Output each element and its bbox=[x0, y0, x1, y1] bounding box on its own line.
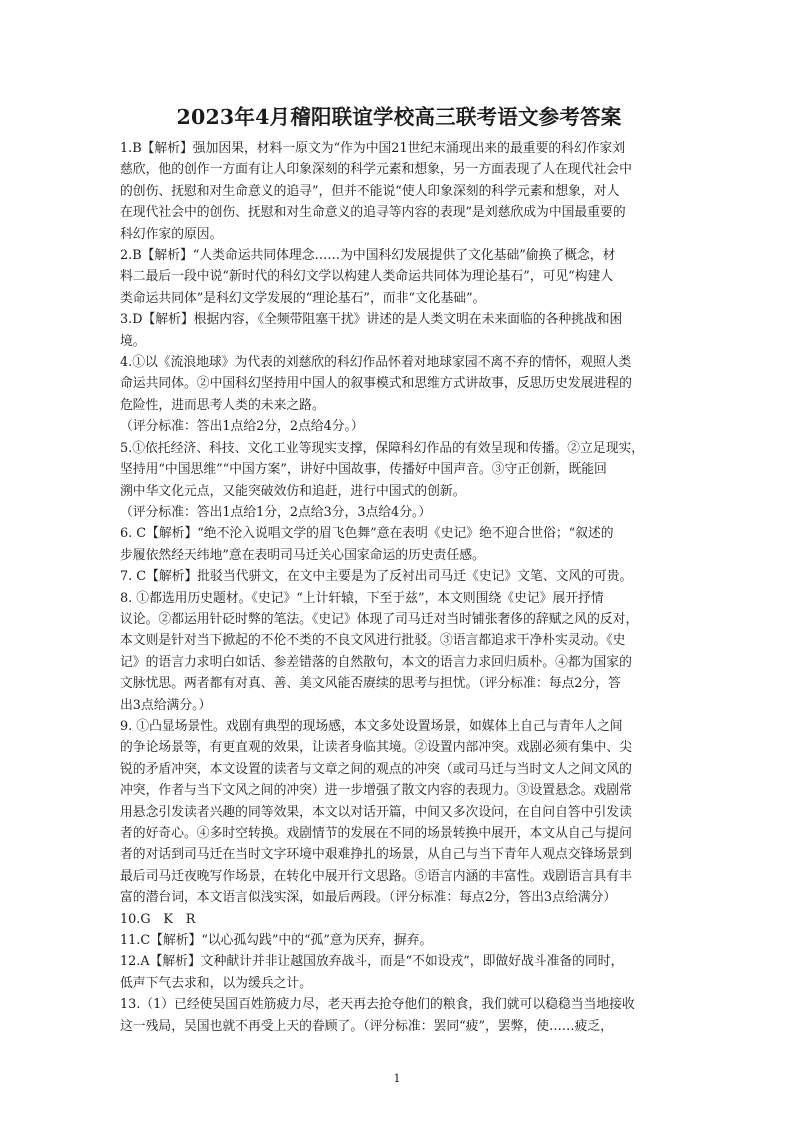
answer-line: 溯中华文化元点，又能突破效仿和追赶，进行中国式的创新。 bbox=[120, 483, 466, 499]
answer-line: 坚持用“中国思维”“中国方案”，讲好中国故事，传播好中国声音。③守正创新，既能回 bbox=[120, 462, 607, 478]
answer-line: 冲突，作者与当下文风之间的冲突）进一步增强了散文内容的表现力。③设置悬念。戏剧常 bbox=[120, 783, 632, 799]
answer-paragraph bbox=[120, 951, 714, 994]
answer-paragraph bbox=[120, 245, 714, 309]
answer-line: 3.D【解析】根据内容，《全频带阻塞干扰》讲述的是人类文明在未来面临的各种挑战和困 bbox=[120, 312, 623, 328]
answer-line: 13.（1）已经使吴国百姓筋疲力尽，老天再去抢夺他们的粮食，我们就可以稳稳当当地接收 bbox=[120, 997, 635, 1013]
answer-line: 11.C【解析】“以心孤勾践”中的“孤”意为厌弃，摒弃。 bbox=[120, 933, 433, 949]
answer-line: 慈欣，他的创作一方面有让人印象深刻的科学元素和想象，另一方面表现了人在现代社会中 bbox=[120, 162, 632, 178]
answer-line: 本文则是针对当下掀起的不伦不类的不良文风进行批驳。③语言都追求干净朴实灵动。《史 bbox=[120, 633, 626, 649]
answer-line: 富的潜台词，本文语言似浅实深，如最后两段。（评分标准：每点2分，答出3点给满分） bbox=[120, 890, 617, 906]
answer-line: 低声下气去求和，以为缓兵之计。 bbox=[120, 975, 312, 991]
answer-paragraph bbox=[120, 930, 714, 951]
page-number: 1 bbox=[393, 1072, 401, 1085]
answer-paragraph bbox=[120, 309, 714, 352]
answer-paragraph bbox=[120, 588, 714, 716]
answer-line: 者的对话到司马迁在当时文字环境中艰难挣扎的场景，从自己与当下青年人观点交锋场景到 bbox=[120, 847, 632, 863]
answer-line: 步履依然经天纬地”意在表明司马迁关心国家命运的历史责任感。 bbox=[120, 547, 485, 563]
answer-paragraph bbox=[120, 994, 714, 1037]
answer-paragraph bbox=[120, 352, 714, 438]
answer-line: 料二最后一段中说“新时代的科幻文学以构建人类命运共同体为理论基石”，可见“构建人 bbox=[120, 269, 614, 285]
answer-line: 命运共同体。②中国科幻坚持用中国人的叙事模式和思维方式讲故事，反思历史发展进程的 bbox=[120, 376, 632, 392]
answer-line: 议论。②都运用针砭时弊的笔法。《史记》体现了司马迁对当时铺张奢侈的辞赋之风的反对， bbox=[120, 611, 639, 627]
answer-line: 6. C【解析】“绝不沦入说唱文学的眉飞色舞”意在表明《史记》绝不迎合世俗；“叙述的 bbox=[120, 526, 614, 542]
answer-paragraph bbox=[120, 138, 714, 245]
answer-line: （评分标准：答出1点给2分，2点给4分。） bbox=[120, 419, 364, 435]
answer-line: 文脉忧思。两者都有对真、善、美文风能否赓续的思考与担忧。（评分标准：每点2分，答 bbox=[120, 676, 621, 692]
answer-line: 用悬念引发读者兴趣的同等效果，本文以对话开篇，中间又多次设问，在自问自答中引发读 bbox=[120, 804, 632, 820]
document-title: 2023年4月稽阳联谊学校高三联考语文参考答案 bbox=[176, 105, 622, 129]
answer-line: 的争论场景等，有更直观的效果，让读者身临其境。②设置内部冲突。戏剧必须有集中、尖 bbox=[120, 740, 632, 756]
answer-paragraph bbox=[120, 716, 714, 909]
answer-line: 4.①以《流浪地球》为代表的刘慈欣的科幻作品怀着对地球家园不离不弃的情怀，观照人类 bbox=[120, 355, 632, 371]
answer-line: 这一残局，吴国也就不再受上天的眷顾了。（评分标准：罢同“疲”，罢弊，使……疲乏， bbox=[120, 1018, 613, 1034]
answer-line: 的创伤、抚慰和对生命意义的追寻”，但并不能说“使人印象深刻的科学元素和想象，对人 bbox=[120, 183, 620, 199]
answer-line: 2.B【解析】“人类命运共同体理念……为中国科幻发展提供了文化基础”偷换了概念，材 bbox=[120, 248, 616, 264]
answer-line: 科幻作家的原因。 bbox=[120, 226, 223, 242]
answer-line: 者的好奇心。④多时空转换。戏剧情节的发展在不同的场景转换中展开，本文从自己与提问 bbox=[120, 826, 632, 841]
answer-line: 境。 bbox=[120, 333, 146, 349]
answer-line: 8. ①都选用历史题材。《史记》“上计轩辕，下至于兹”，本文则围绕《史记》展开抒情 bbox=[120, 590, 604, 606]
answer-line: 9. ①凸显场景性。戏剧有典型的现场感，本文多处设置场景，如媒体上自己与青年人之间 bbox=[120, 718, 623, 734]
answer-line: 出3点给满分。） bbox=[120, 697, 212, 713]
answer-paragraph bbox=[120, 566, 714, 587]
answer-line: 在现代社会中的创伤、抚慰和对生命意义的追寻等内容的表现”是刘慈欣成为中国最重要的 bbox=[120, 205, 626, 221]
answer-line: 1.B【解析】强加因果，材料一原文为“作为中国21世纪末涌现出来的最重要的科幻作家刘 bbox=[120, 141, 626, 156]
answer-paragraph bbox=[120, 909, 714, 930]
answer-line: 类命运共同体”是科幻文学发展的“理论基石”，而非“文化基础”。 bbox=[120, 290, 486, 306]
answer-paragraph bbox=[120, 438, 714, 524]
answer-line: 危险性，进而思考人类的未来之路。 bbox=[120, 397, 325, 413]
answer-line: 记》的语言力求明白如话、参差错落的自然散句，本文的语言力求回归质朴。④都为国家的 bbox=[120, 654, 632, 670]
answer-line: 5.①依托经济、科技、文化工业等现实支撑，保障科幻作品的有效呈现和传播。②立足现实， bbox=[120, 440, 645, 456]
answer-line: 锐的矛盾冲突，本文设置的读者与文章之间的观点的冲突（或司马迁与当时文人之间文风的 bbox=[120, 761, 632, 777]
answer-body bbox=[120, 138, 714, 1037]
answer-paragraph bbox=[120, 523, 714, 566]
answer-line: （评分标准：答出1点给1分，2点给3分，3点给4分。） bbox=[120, 504, 432, 520]
answer-line: 12.A【解析】文种献计并非让越国放弃战斗，而是“不如设戎”，即做好战斗准备的同时， bbox=[120, 954, 624, 970]
answer-line: 最后司马迁夜晚写作场景，在转化中展开行文思路。⑤语言内涵的丰富性。戏剧语言具有丰 bbox=[120, 868, 632, 884]
answer-line: 10.G K R bbox=[120, 911, 196, 927]
answer-line: 7. C【解析】批驳当代骈文，在文中主要是为了反衬出司马迁《史记》文笔、文风的可贵。 bbox=[120, 569, 633, 585]
